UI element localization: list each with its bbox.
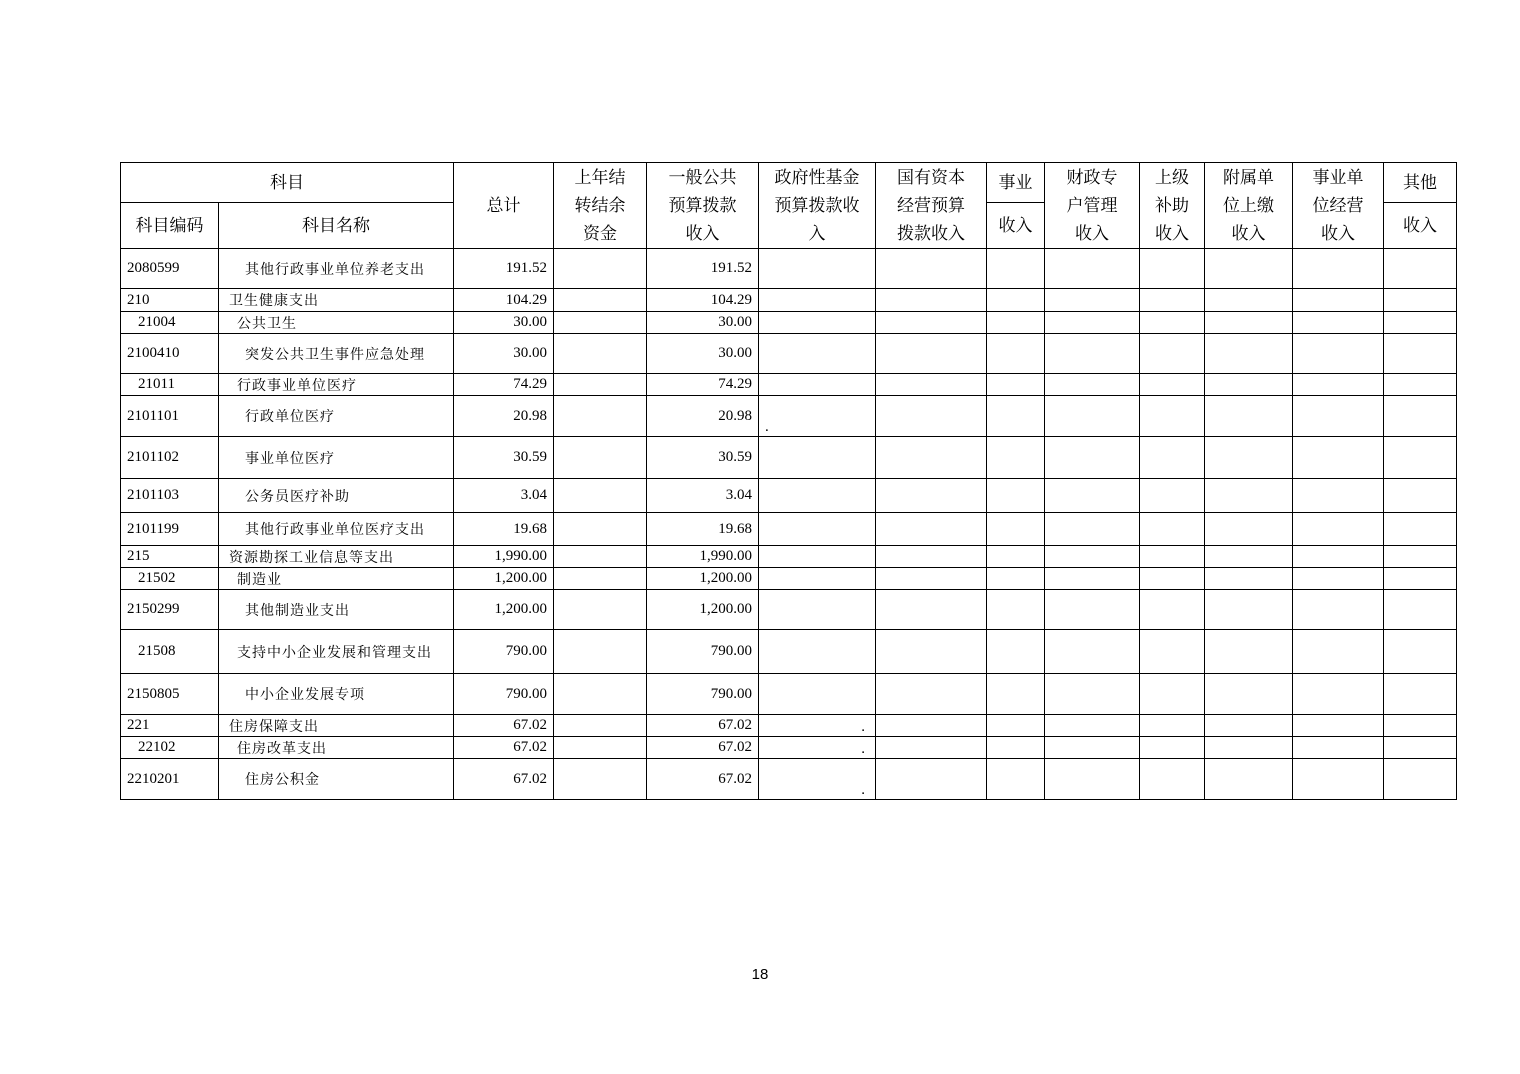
table-row (121, 513, 1457, 546)
table-row (121, 479, 1457, 513)
superior-subsidy-cell (1140, 674, 1205, 715)
table-row (121, 590, 1457, 630)
other-income-cell (1384, 715, 1457, 737)
superior-subsidy-cell (1140, 374, 1205, 396)
subject-name-cell: 公务员医疗补助 (219, 479, 454, 513)
affiliated-cell (1205, 479, 1293, 513)
carryover-cell (554, 568, 647, 590)
subject-name-cell: 突发公共卫生事件应急处理 (219, 334, 454, 374)
subject-code-cell: 2100410 (121, 334, 219, 374)
general-budget-cell: 1,200.00 (647, 590, 759, 630)
subject-code-cell: 21004 (121, 312, 219, 334)
subject-code-cell: 2150299 (121, 590, 219, 630)
business-operation-cell (1293, 479, 1384, 513)
table-row (121, 396, 1457, 437)
other-income-cell (1384, 630, 1457, 674)
affiliated-cell (1205, 396, 1293, 437)
business-income-cell (987, 249, 1045, 289)
gov-fund-cell (759, 630, 876, 674)
page-number: 18 (751, 966, 769, 983)
table-row (121, 334, 1457, 374)
subject-code-cell: 21011 (121, 374, 219, 396)
business-income-cell (987, 437, 1045, 479)
business-operation-cell (1293, 437, 1384, 479)
business-operation-cell (1293, 630, 1384, 674)
state-capital-cell (876, 396, 987, 437)
general-budget-cell: 1,200.00 (647, 568, 759, 590)
subject-name-cell: 卫生健康支出 (219, 289, 454, 312)
fiscal-special-cell (1045, 630, 1140, 674)
affiliated-cell (1205, 630, 1293, 674)
table-row (121, 289, 1457, 312)
superior-subsidy-cell (1140, 546, 1205, 568)
affiliated-cell (1205, 568, 1293, 590)
carryover-cell (554, 289, 647, 312)
header-subject-name: 科目名称 (219, 203, 454, 249)
header-business-top: 事业 (987, 163, 1045, 203)
business-income-cell (987, 737, 1045, 759)
fiscal-special-cell (1045, 674, 1140, 715)
state-capital-cell (876, 479, 987, 513)
gov-fund-cell (759, 249, 876, 289)
other-income-cell (1384, 759, 1457, 800)
header-business-bottom: 收入 (987, 203, 1045, 249)
subject-code-cell: 221 (121, 715, 219, 737)
affiliated-cell (1205, 312, 1293, 334)
subject-code-cell: 2150805 (121, 674, 219, 715)
table-row (121, 437, 1457, 479)
superior-subsidy-cell (1140, 334, 1205, 374)
gov-fund-cell: . (759, 396, 876, 437)
fiscal-special-cell (1045, 374, 1140, 396)
subject-name-cell: 中小企业发展专项 (219, 674, 454, 715)
gov-fund-cell (759, 479, 876, 513)
state-capital-cell (876, 715, 987, 737)
business-income-cell (987, 374, 1045, 396)
other-income-cell (1384, 674, 1457, 715)
carryover-cell (554, 759, 647, 800)
other-income-cell (1384, 479, 1457, 513)
business-operation-cell (1293, 737, 1384, 759)
business-income-cell (987, 479, 1045, 513)
state-capital-cell (876, 737, 987, 759)
gov-fund-cell (759, 374, 876, 396)
other-income-cell (1384, 546, 1457, 568)
gov-fund-cell (759, 334, 876, 374)
affiliated-cell (1205, 513, 1293, 546)
carryover-cell (554, 590, 647, 630)
superior-subsidy-cell (1140, 396, 1205, 437)
fiscal-special-cell (1045, 513, 1140, 546)
total-cell: 74.29 (454, 374, 554, 396)
total-cell: 30.59 (454, 437, 554, 479)
fiscal-special-cell (1045, 249, 1140, 289)
other-income-cell (1384, 568, 1457, 590)
general-budget-cell: 790.00 (647, 630, 759, 674)
total-cell: 30.00 (454, 334, 554, 374)
gov-fund-cell (759, 289, 876, 312)
total-cell: 67.02 (454, 737, 554, 759)
superior-subsidy-cell (1140, 249, 1205, 289)
total-cell: 1,200.00 (454, 590, 554, 630)
subject-name-cell: 事业单位医疗 (219, 437, 454, 479)
state-capital-cell (876, 312, 987, 334)
fiscal-special-cell (1045, 437, 1140, 479)
business-income-cell (987, 590, 1045, 630)
subject-name-cell: 制造业 (219, 568, 454, 590)
state-capital-cell (876, 674, 987, 715)
business-income-cell (987, 674, 1045, 715)
state-capital-cell (876, 334, 987, 374)
fiscal-special-cell (1045, 334, 1140, 374)
carryover-cell (554, 546, 647, 568)
business-operation-cell (1293, 289, 1384, 312)
gov-fund-cell (759, 437, 876, 479)
table-row (121, 715, 1457, 737)
fiscal-special-cell (1045, 289, 1140, 312)
affiliated-cell (1205, 374, 1293, 396)
carryover-cell (554, 630, 647, 674)
header-fiscal-special: 财政专 户管理 收入 (1045, 163, 1140, 249)
state-capital-cell (876, 546, 987, 568)
business-operation-cell (1293, 568, 1384, 590)
business-operation-cell (1293, 759, 1384, 800)
business-income-cell (987, 513, 1045, 546)
carryover-cell (554, 437, 647, 479)
superior-subsidy-cell (1140, 737, 1205, 759)
subject-name-cell: 支持中小企业发展和管理支出 (219, 630, 454, 674)
gov-fund-cell (759, 590, 876, 630)
affiliated-cell (1205, 437, 1293, 479)
superior-subsidy-cell (1140, 715, 1205, 737)
table-row (121, 674, 1457, 715)
business-income-cell (987, 568, 1045, 590)
total-cell: 30.00 (454, 312, 554, 334)
total-cell: 1,200.00 (454, 568, 554, 590)
other-income-cell (1384, 312, 1457, 334)
subject-code-cell: 215 (121, 546, 219, 568)
subject-code-cell: 2101199 (121, 513, 219, 546)
subject-code-cell: 21502 (121, 568, 219, 590)
carryover-cell (554, 312, 647, 334)
state-capital-cell (876, 437, 987, 479)
superior-subsidy-cell (1140, 437, 1205, 479)
table-row (121, 546, 1457, 568)
table-row (121, 312, 1457, 334)
total-cell: 3.04 (454, 479, 554, 513)
header-subject-code: 科目编码 (121, 203, 219, 249)
general-budget-cell: 3.04 (647, 479, 759, 513)
affiliated-cell (1205, 674, 1293, 715)
affiliated-cell (1205, 249, 1293, 289)
affiliated-cell (1205, 715, 1293, 737)
total-cell: 104.29 (454, 289, 554, 312)
business-income-cell (987, 759, 1045, 800)
subject-name-cell: 住房公积金 (219, 759, 454, 800)
carryover-cell (554, 513, 647, 546)
fiscal-special-cell (1045, 396, 1140, 437)
subject-code-cell: 2080599 (121, 249, 219, 289)
subject-name-cell: 公共卫生 (219, 312, 454, 334)
business-operation-cell (1293, 249, 1384, 289)
business-income-cell (987, 715, 1045, 737)
general-budget-cell: 19.68 (647, 513, 759, 546)
carryover-cell (554, 674, 647, 715)
table-row (121, 737, 1457, 759)
header-other-top: 其他 (1384, 163, 1457, 203)
table-row (121, 630, 1457, 674)
subject-code-cell: 2210201 (121, 759, 219, 800)
subject-code-cell: 2101101 (121, 396, 219, 437)
total-cell: 20.98 (454, 396, 554, 437)
carryover-cell (554, 479, 647, 513)
fiscal-special-cell (1045, 479, 1140, 513)
fiscal-special-cell (1045, 590, 1140, 630)
business-operation-cell (1293, 374, 1384, 396)
carryover-cell (554, 249, 647, 289)
header-business-operation: 事业单 位经营 收入 (1293, 163, 1384, 249)
fiscal-special-cell (1045, 568, 1140, 590)
other-income-cell (1384, 249, 1457, 289)
business-income-cell (987, 334, 1045, 374)
business-operation-cell (1293, 513, 1384, 546)
other-income-cell (1384, 334, 1457, 374)
table-row (121, 568, 1457, 590)
total-cell: 67.02 (454, 715, 554, 737)
table-row (121, 374, 1457, 396)
total-cell: 19.68 (454, 513, 554, 546)
superior-subsidy-cell (1140, 289, 1205, 312)
affiliated-cell (1205, 334, 1293, 374)
total-cell: 191.52 (454, 249, 554, 289)
general-budget-cell: 30.00 (647, 312, 759, 334)
gov-fund-cell: . (759, 737, 876, 759)
total-cell: 1,990.00 (454, 546, 554, 568)
superior-subsidy-cell (1140, 312, 1205, 334)
gov-fund-cell (759, 546, 876, 568)
affiliated-cell (1205, 737, 1293, 759)
state-capital-cell (876, 513, 987, 546)
header-carryover: 上年结 转结余 资金 (554, 163, 647, 249)
affiliated-cell (1205, 759, 1293, 800)
carryover-cell (554, 334, 647, 374)
gov-fund-cell (759, 674, 876, 715)
subject-name-cell: 行政事业单位医疗 (219, 374, 454, 396)
state-capital-cell (876, 630, 987, 674)
general-budget-cell: 191.52 (647, 249, 759, 289)
gov-fund-cell (759, 513, 876, 546)
general-budget-cell: 30.00 (647, 334, 759, 374)
superior-subsidy-cell (1140, 568, 1205, 590)
superior-subsidy-cell (1140, 630, 1205, 674)
general-budget-cell: 67.02 (647, 715, 759, 737)
other-income-cell (1384, 590, 1457, 630)
subject-name-cell: 行政单位医疗 (219, 396, 454, 437)
fiscal-special-cell (1045, 312, 1140, 334)
superior-subsidy-cell (1140, 759, 1205, 800)
state-capital-cell (876, 568, 987, 590)
state-capital-cell (876, 374, 987, 396)
carryover-cell (554, 396, 647, 437)
affiliated-cell (1205, 590, 1293, 630)
affiliated-cell (1205, 289, 1293, 312)
header-other-bottom: 收入 (1384, 203, 1457, 249)
header-general-budget: 一般公共 预算拨款 收入 (647, 163, 759, 249)
gov-fund-cell: . (759, 715, 876, 737)
general-budget-cell: 30.59 (647, 437, 759, 479)
fiscal-special-cell (1045, 546, 1140, 568)
table-row (121, 759, 1457, 800)
header-state-capital: 国有资本 经营预算 拨款收入 (876, 163, 987, 249)
gov-fund-cell: . (759, 759, 876, 800)
header-superior-subsidy: 上级 补助 收入 (1140, 163, 1205, 249)
superior-subsidy-cell (1140, 479, 1205, 513)
total-cell: 67.02 (454, 759, 554, 800)
state-capital-cell (876, 590, 987, 630)
total-cell: 790.00 (454, 674, 554, 715)
carryover-cell (554, 737, 647, 759)
general-budget-cell: 1,990.00 (647, 546, 759, 568)
subject-name-cell: 其他行政事业单位养老支出 (219, 249, 454, 289)
business-income-cell (987, 630, 1045, 674)
subject-name-cell: 住房保障支出 (219, 715, 454, 737)
gov-fund-cell (759, 568, 876, 590)
superior-subsidy-cell (1140, 590, 1205, 630)
business-income-cell (987, 396, 1045, 437)
other-income-cell (1384, 289, 1457, 312)
business-operation-cell (1293, 590, 1384, 630)
other-income-cell (1384, 513, 1457, 546)
other-income-cell (1384, 374, 1457, 396)
business-operation-cell (1293, 396, 1384, 437)
other-income-cell (1384, 737, 1457, 759)
fiscal-special-cell (1045, 759, 1140, 800)
header-subject: 科目 (121, 163, 454, 203)
general-budget-cell: 74.29 (647, 374, 759, 396)
other-income-cell (1384, 437, 1457, 479)
superior-subsidy-cell (1140, 513, 1205, 546)
subject-code-cell: 2101102 (121, 437, 219, 479)
subject-name-cell: 资源勘探工业信息等支出 (219, 546, 454, 568)
header-total: 总计 (454, 163, 554, 249)
subject-code-cell: 2101103 (121, 479, 219, 513)
header-affiliated: 附属单 位上缴 收入 (1205, 163, 1293, 249)
general-budget-cell: 104.29 (647, 289, 759, 312)
total-cell: 790.00 (454, 630, 554, 674)
subject-code-cell: 21508 (121, 630, 219, 674)
state-capital-cell (876, 249, 987, 289)
carryover-cell (554, 374, 647, 396)
gov-fund-cell (759, 312, 876, 334)
header-gov-fund: 政府性基金 预算拨款收 入 (759, 163, 876, 249)
table-row (121, 249, 1457, 289)
carryover-cell (554, 715, 647, 737)
other-income-cell (1384, 396, 1457, 437)
general-budget-cell: 790.00 (647, 674, 759, 715)
business-income-cell (987, 546, 1045, 568)
fiscal-special-cell (1045, 715, 1140, 737)
general-budget-cell: 67.02 (647, 759, 759, 800)
business-operation-cell (1293, 334, 1384, 374)
state-capital-cell (876, 759, 987, 800)
general-budget-cell: 67.02 (647, 737, 759, 759)
general-budget-cell: 20.98 (647, 396, 759, 437)
subject-name-cell: 住房改革支出 (219, 737, 454, 759)
business-income-cell (987, 289, 1045, 312)
business-operation-cell (1293, 312, 1384, 334)
business-income-cell (987, 312, 1045, 334)
affiliated-cell (1205, 546, 1293, 568)
subject-name-cell: 其他制造业支出 (219, 590, 454, 630)
budget-table (120, 162, 1457, 800)
subject-code-cell: 210 (121, 289, 219, 312)
business-operation-cell (1293, 674, 1384, 715)
fiscal-special-cell (1045, 737, 1140, 759)
business-operation-cell (1293, 715, 1384, 737)
state-capital-cell (876, 289, 987, 312)
subject-name-cell: 其他行政事业单位医疗支出 (219, 513, 454, 546)
subject-code-cell: 22102 (121, 737, 219, 759)
business-operation-cell (1293, 546, 1384, 568)
